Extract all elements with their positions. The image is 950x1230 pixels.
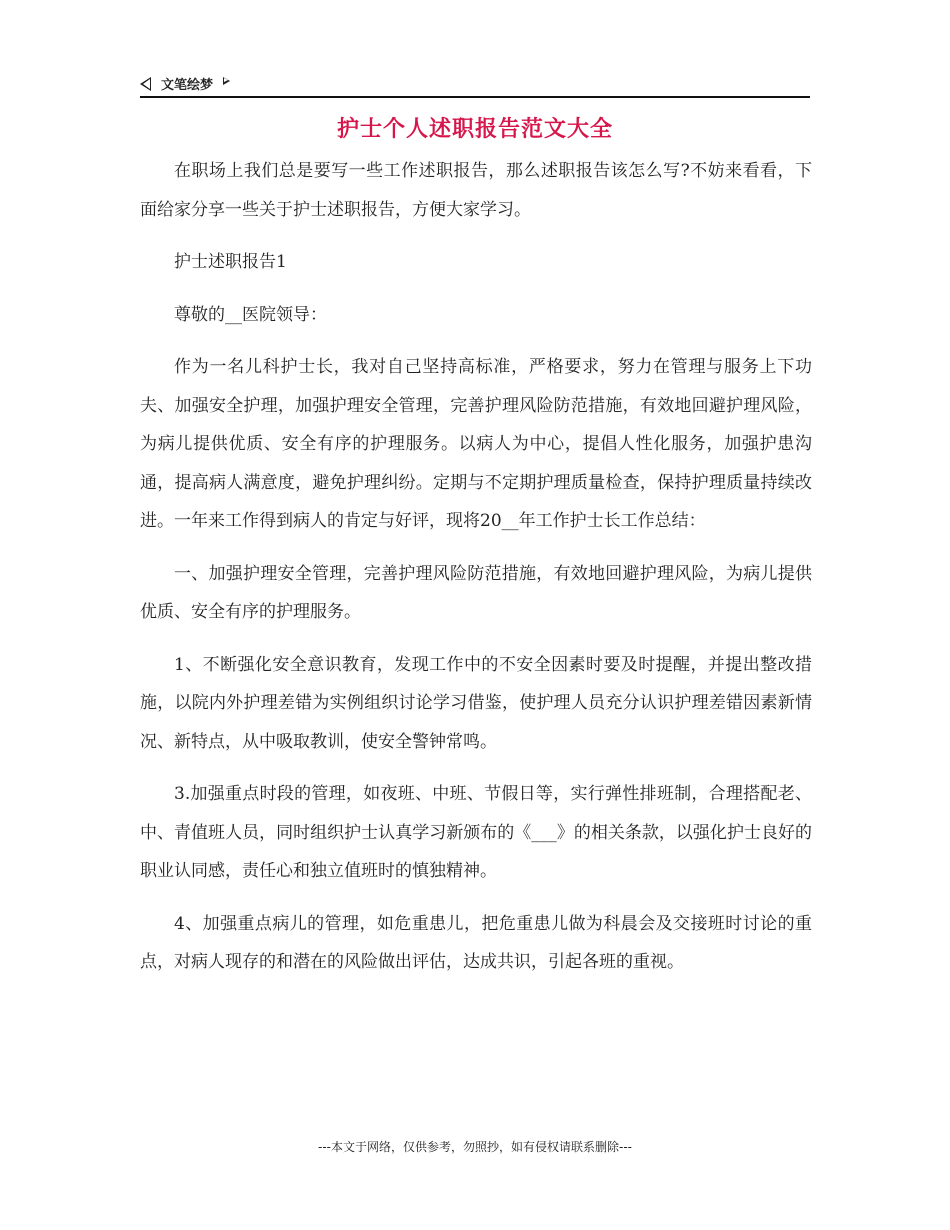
paragraph-item-3: 3.加强重点时段的管理，如夜班、中班、节假日等，实行弹性排班制，合理搭配老、中、青值班人员，同时组织护士认真学习新颁布的《___》的相关条款，以强化护士良好的职业认同感，责任心和独立值班时的慎独精神。 [140,784,812,881]
paragraph-intro: 在职场上我们总是要写一些工作述职报告，那么述职报告该怎么写?不妨来看看，下面给家分享一些关于护士述职报告，方便大家学习。 [140,161,812,220]
paragraph-report-heading: 护士述职报告1 [174,252,287,272]
page-footer: ---本文于网络，仅供参考，勿照抄，如有侵权请联系删除--- [318,1140,632,1154]
triangle-left-icon [140,77,151,91]
paragraph-section-one: 一、加强护理安全管理，完善护理风险防范措施，有效地回避护理风险，为病儿提供优质、安全有序的护理服务。 [140,563,812,622]
document-title: 护士个人述职报告范文大全 [336,117,613,142]
page-header [140,72,810,98]
document-body [140,152,812,996]
brand [140,74,230,93]
paragraph-item-1: 1、不断强化安全意识教育，发现工作中的不安全因素时要及时提醒，并提出整改措施，以院内外护理差错为实例组织讨论学习借鉴，使护理人员充分认识护理差错因素新情况、新特点，从中吸取教训，使安全警钟常鸣。 [140,654,812,752]
brand-name: 文笔绘梦 [161,78,214,93]
paragraph-salutation: 尊敬的__医院领导： [174,304,327,325]
triangle-right-icon [223,77,230,85]
paragraph-item-4: 4、加强重点病儿的管理，如危重患儿，把危重患儿做为科晨会及交接班时讨论的重点，对病人现存的和潜在的风险做出评估，达成共识，引起各班的重视。 [140,913,812,972]
paragraph-overview: 作为一名儿科护士长，我对自己坚持高标准，严格要求，努力在管理与服务上下功夫、加强安全护理，加强护理安全管理，完善护理风险防范措施，有效地回避护理风险，为病儿提供优质、安全有序的护理服务。以病人为中心，提倡人性化服务，加强护患沟通，提高病人满意度，避免护理纠纷。定期与不定期护理质量检查，保持护理质量持续改进。一年来工作得到病人的肯定与好评，现将20__年工作护士长工作总结： [140,357,812,531]
